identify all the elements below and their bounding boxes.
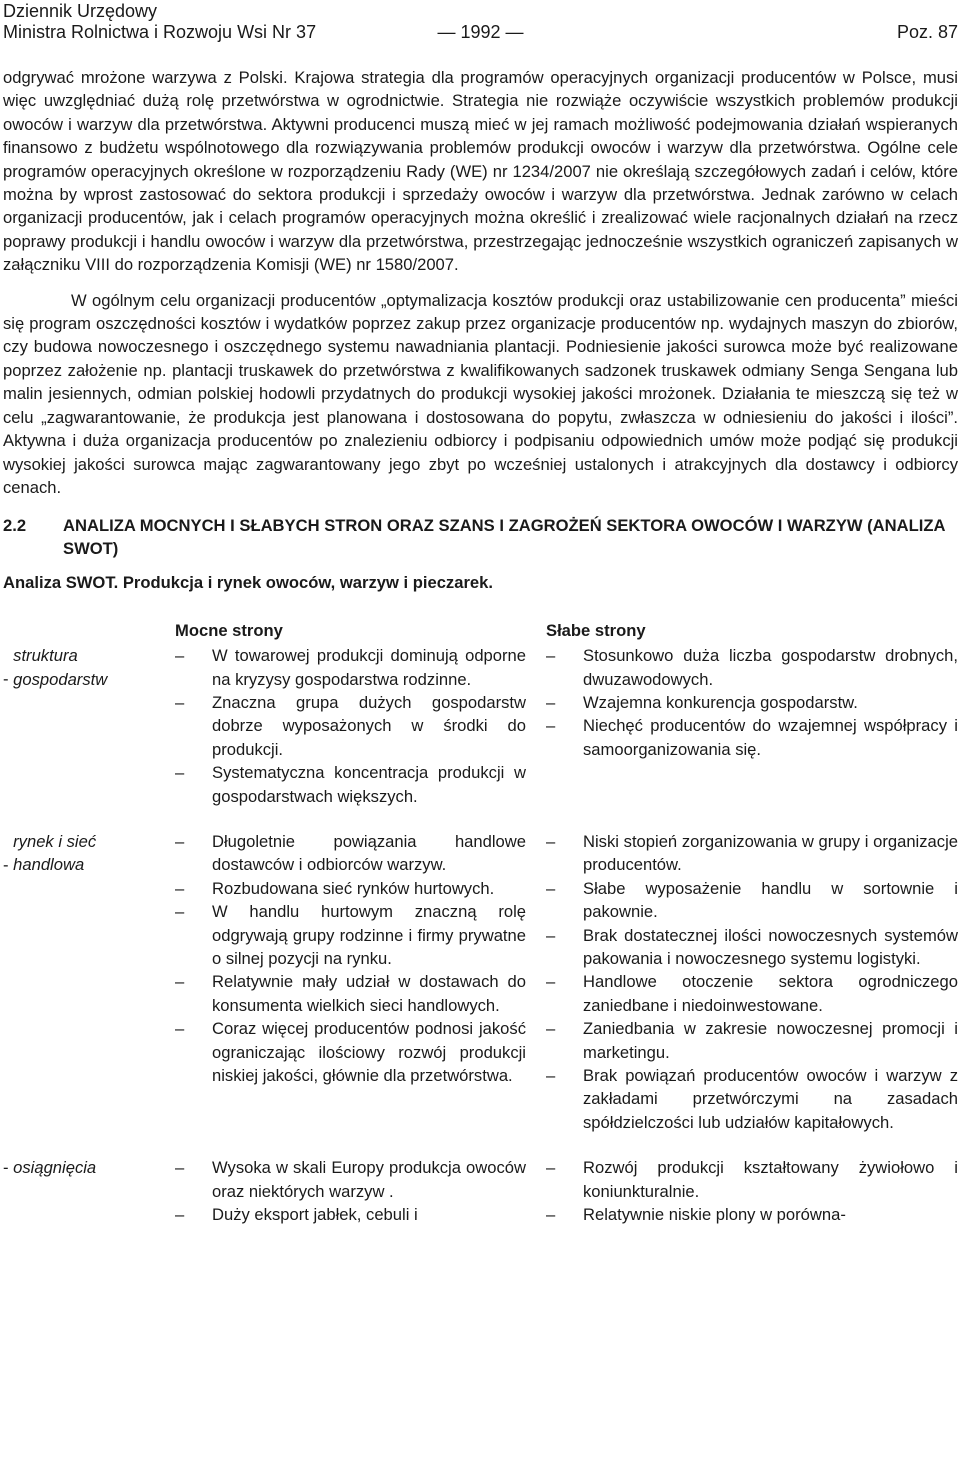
year-marker: — 1992 — — [437, 22, 524, 42]
category-label: rynek i sieć handlowa — [13, 831, 97, 875]
bullet-dash: – — [546, 646, 556, 666]
weaknesses-header: Słabe strony — [546, 620, 646, 640]
category-dash: - — [3, 1158, 14, 1178]
bullet-dash: – — [546, 1019, 556, 1039]
swot-category — [3, 830, 175, 1134]
item-text: Relatywnie niskie plony w porówna- — [583, 1205, 846, 1225]
swot-category — [3, 644, 175, 808]
item-text: W towarowej produkcji dominują odporne na kryzysy gospodarstwa rodzinne. — [212, 646, 526, 689]
bullet-dash: – — [175, 972, 185, 992]
item-text: Słabe wyposażenie handlu w sortownie i pakownie. — [583, 878, 958, 922]
weakness-item — [546, 1156, 958, 1203]
item-text: W handlu hurtowym znaczną rolę odgrywają grupy rodzinne i firmy prywatne o silnej pozycji na rynku. — [212, 902, 526, 968]
bullet-dash: – — [546, 716, 556, 736]
item-text: Stosunkowo duża liczba gospodarstw drobnych, dwuzawodowych. — [583, 646, 958, 689]
row-spacer — [3, 1134, 958, 1156]
weakness-item — [546, 1017, 958, 1064]
weakness-item — [546, 830, 958, 877]
section-subtitle: Analiza SWOT. Produkcja i rynek owoców, warzyw i pieczarek. — [3, 573, 493, 593]
bullet-dash: – — [546, 925, 556, 945]
strength-item — [175, 644, 526, 691]
strength-item — [175, 1203, 526, 1226]
weakness-item — [546, 924, 958, 971]
paragraph-2: W ogólnym celu organizacji producentów „optymalizacja kosztów produkcji oraz ustabilizowanie cen producenta” mieści się program oszczędności kosztów i wydatków poprzez zakup przez organizacje producentów np. wydajnych maszyn do zbiorów, czy budowa nowoczesnego i oszczędnego systemu nawadniania plantacji. Podniesienie jakości surowca może być realizowane poprzez założenie np. plantacji truskawek do przetwórstwa z kwalifikowanych sadzonek truskawek odmiany Senga Sengana lub malin jesiennych, odmian polskiej hodowli przydatnych do produkcji wysokiej jakości mrożonek. Działania te mieszczą się też w celu „zagwarantowanie, że produkcja jest planowana i dostosowana do popytu, zwłaszcza w odniesieniu do jakości i ilości”. Aktywna i duża organizacja producentów po znalezieniu odbiorcy i podpisaniu odpowiednich umów może podjąć się produkcji wysokiej jakości surowca mając zagwarantowany jego zbyt po wcześniej ustalonych i atrakcyjnych dla dostawcy i odbiorcy cenach. — [3, 290, 958, 497]
weakness-item — [546, 970, 958, 1017]
item-text: Coraz więcej producentów podnosi jakość ograniczając ilościowy rozwój produkcji niskiej jakości, głównie dla przetwórstwa. — [212, 1019, 526, 1086]
bullet-dash: – — [175, 692, 185, 712]
position-number: Poz. 87 — [896, 22, 958, 42]
document-body — [3, 66, 958, 1226]
weakness-item — [546, 877, 958, 924]
bullet-dash: – — [175, 763, 185, 783]
weakness-item — [546, 691, 958, 714]
bullet-dash: – — [175, 902, 185, 922]
section-number: 2.2 — [3, 516, 27, 536]
item-text: Systematyczna koncentracja produkcji w gospodarstwach większych. — [212, 763, 526, 806]
item-text: Handlowe otoczenie sektora ogrodniczego zaniedbane i niedoinwestowane. — [583, 972, 958, 1015]
ministry-issue: Ministra Rolnictwa i Rozwoju Wsi Nr 37 — [3, 22, 317, 42]
bullet-dash: – — [175, 646, 185, 666]
category-dash: - — [3, 669, 14, 689]
bullet-dash: – — [175, 1019, 185, 1039]
strength-item — [175, 877, 526, 900]
item-text: Brak powiązań producentów owoców i warzyw z zakładami przetwórczymi na zasadach spółdzielczości lub udziałów kapitałowych. — [583, 1066, 958, 1132]
strength-item — [175, 900, 526, 970]
strength-item — [175, 761, 526, 808]
swot-category — [3, 1156, 175, 1226]
bullet-dash: – — [175, 1205, 185, 1225]
section-title: ANALIZA MOCNYCH I SŁABYCH STRON ORAZ SZANS I ZAGROŻEŃ SEKTORA OWOCÓW I WARZYW (ANALIZA SWOT) — [63, 516, 945, 559]
bullet-dash: – — [546, 692, 556, 712]
journal-title: Dziennik Urzędowy — [3, 1, 158, 21]
bullet-dash: – — [175, 1158, 185, 1178]
bullet-dash: – — [175, 878, 185, 898]
strengths-header: Mocne strony — [175, 620, 283, 640]
item-text: Niechęć producentów do wzajemnej współpracy i samoorganizowania się. — [583, 716, 958, 759]
bullet-dash: – — [546, 972, 556, 992]
category-label: struktura gospodarstw — [13, 646, 108, 689]
strength-item — [175, 1017, 526, 1087]
weaknesses-list — [546, 830, 958, 1134]
item-text: Znaczna grupa dużych gospodarstw dobrze wyposażonych w środki do produkcji. — [212, 692, 526, 759]
weaknesses-list — [546, 1156, 958, 1226]
document-page — [3, 0, 958, 1226]
item-text: Rozbudowana sieć rynków hurtowych. — [212, 878, 495, 898]
strength-item — [175, 691, 526, 761]
item-text: Zaniedbania w zakresie nowoczesnej promocji i marketingu. — [583, 1019, 958, 1062]
weakness-item — [546, 714, 958, 761]
bullet-dash: – — [175, 831, 185, 851]
strength-item — [175, 830, 526, 877]
section-heading — [3, 514, 958, 560]
bullet-dash: – — [546, 878, 556, 898]
bullet-dash: – — [546, 1205, 556, 1225]
strengths-list — [175, 644, 526, 808]
item-text: Relatywnie mały udział w dostawach do konsumenta wielkich sieci handlowych. — [212, 972, 526, 1015]
category-dash: - — [3, 855, 14, 875]
weakness-item — [546, 1203, 958, 1226]
swot-table — [3, 619, 958, 1227]
strength-item — [175, 970, 526, 1017]
category-label: osiągnięcia — [13, 1158, 97, 1178]
bullet-dash: – — [546, 1066, 556, 1086]
item-text: Duży eksport jabłek, cebuli i — [212, 1205, 418, 1225]
strengths-list — [175, 830, 526, 1134]
item-text: Niski stopień zorganizowania w grupy i organizacje producentów. — [583, 831, 958, 875]
weakness-item — [546, 1064, 958, 1134]
bullet-dash: – — [546, 1158, 556, 1178]
strength-item — [175, 1156, 526, 1203]
item-text: Wzajemna konkurencja gospodarstw. — [583, 692, 858, 712]
page-header — [3, 0, 958, 66]
item-text: Brak dostatecznej ilości nowoczesnych systemów pakowania i nowoczesnego systemu logistyki. — [583, 925, 958, 968]
strengths-list — [175, 1156, 526, 1226]
weaknesses-list — [546, 644, 958, 808]
weakness-item — [546, 644, 958, 691]
paragraph-1: odgrywać mrożone warzywa z Polski. Krajowa strategia dla programów operacyjnych organizacji producentów w Polsce, musi więc uwzględniać dużą rolę przetwórstwa w ogrodnictwie. Strategia nie rozwiąże oczywiście wszystkich problemów produkcji owoców i warzyw dla przetwórstwa. Aktywni producenci muszą mieć w jej ramach możliwość podejmowania działań wspieranych finansowo z budżetu wspólnotowego dla rozwiązywania problemów produkcji owoców i warzyw dla przetwórstwa. Ogólne cele programów operacyjnych określone w rozporządzeniu Rady (WE) nr 1234/2007 nie określają szczegółowych zadań i celów, które można by wprost zastosować do sektora produkcji i sprzedaży owoców i warzyw dla przetwórstwa. Jednak zarówno w celach organizacji producentów, jak i celach programów operacyjnych można określić i zrealizować wiele racjonalnych działań na rzecz poprawy produkcji i handlu owoców i warzyw dla przetwórstwa, przestrzegając jednocześnie wszystkich ograniczeń zapisanych w załączniku VIII do rozporządzenia Komisji (WE) nr 1580/2007. — [3, 68, 958, 275]
item-text: Długoletnie powiązania handlowe dostawców i odbiorców warzyw. — [212, 831, 526, 875]
row-spacer — [3, 808, 958, 830]
bullet-dash: – — [546, 831, 556, 851]
item-text: Wysoka w skali Europy produkcja owoców oraz niektórych warzyw . — [212, 1158, 526, 1201]
item-text: Rozwój produkcji kształtowany żywiołowo i koniunkturalnie. — [583, 1158, 958, 1201]
